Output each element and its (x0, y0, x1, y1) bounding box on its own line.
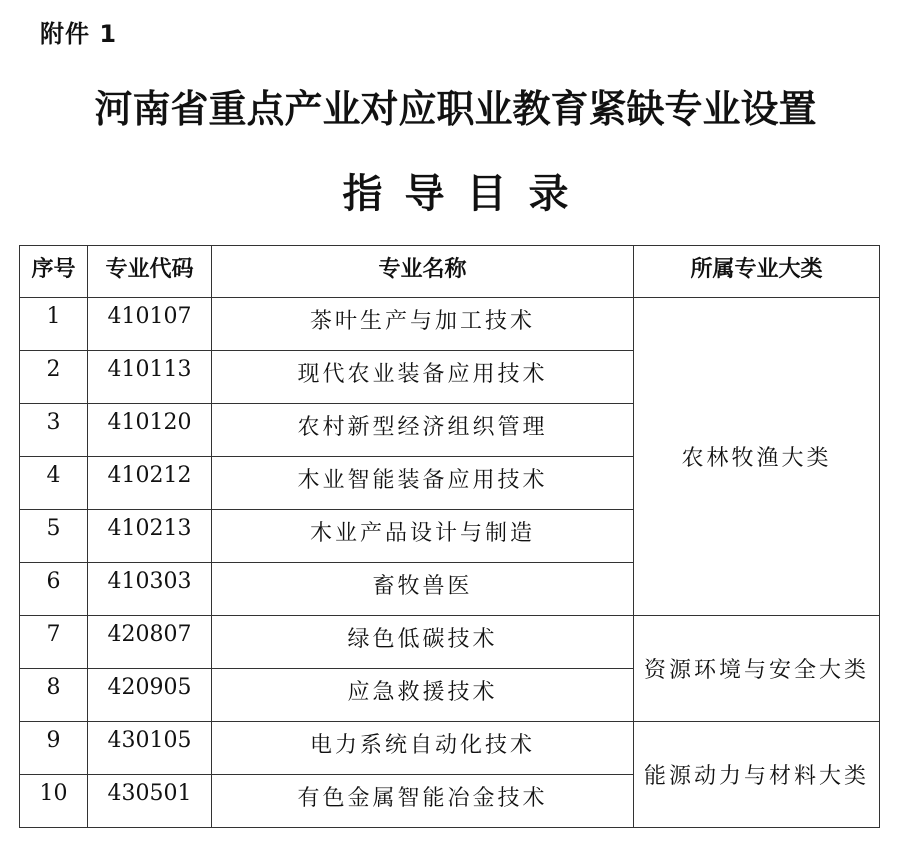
attachment-label: 附件 1 (40, 20, 118, 48)
row-index: 5 (20, 510, 88, 563)
row-code: 410113 (88, 351, 212, 404)
row-name: 电力系统自动化技术 (212, 722, 634, 775)
row-index: 10 (20, 775, 88, 828)
row-name: 绿色低碳技术 (212, 616, 634, 669)
category-cell: 能源动力与材料大类 (634, 722, 880, 828)
table-row (20, 616, 880, 669)
row-index: 4 (20, 457, 88, 510)
row-name: 现代农业装备应用技术 (212, 351, 634, 404)
row-name: 木业智能装备应用技术 (212, 457, 634, 510)
table-header-row (20, 246, 880, 298)
row-name: 有色金属智能冶金技术 (212, 775, 634, 828)
header-category: 所属专业大类 (634, 246, 880, 298)
row-index: 2 (20, 351, 88, 404)
table-row (20, 298, 880, 351)
row-code: 420905 (88, 669, 212, 722)
row-index: 1 (20, 298, 88, 351)
header-index: 序号 (20, 246, 88, 298)
document-title: 河南省重点产业对应职业教育紧缺专业设置 (94, 87, 817, 131)
header-code: 专业代码 (88, 246, 212, 298)
category-cell: 资源环境与安全大类 (634, 616, 880, 722)
row-code: 410213 (88, 510, 212, 563)
row-name: 茶叶生产与加工技术 (212, 298, 634, 351)
row-code: 430105 (88, 722, 212, 775)
row-name: 畜牧兽医 (212, 563, 634, 616)
row-code: 410120 (88, 404, 212, 457)
row-index: 8 (20, 669, 88, 722)
row-index: 3 (20, 404, 88, 457)
row-code: 410303 (88, 563, 212, 616)
category-cell: 农林牧渔大类 (634, 298, 880, 616)
row-name: 木业产品设计与制造 (212, 510, 634, 563)
header-name: 专业名称 (212, 246, 634, 298)
row-name: 应急救援技术 (212, 669, 634, 722)
row-name: 农村新型经济组织管理 (212, 404, 634, 457)
document-subtitle: 指导目录 (342, 171, 591, 217)
row-index: 9 (20, 722, 88, 775)
row-index: 7 (20, 616, 88, 669)
row-code: 410107 (88, 298, 212, 351)
row-code: 430501 (88, 775, 212, 828)
table-row (20, 722, 880, 775)
row-code: 420807 (88, 616, 212, 669)
row-code: 410212 (88, 457, 212, 510)
row-index: 6 (20, 563, 88, 616)
major-catalog-table (19, 245, 880, 828)
